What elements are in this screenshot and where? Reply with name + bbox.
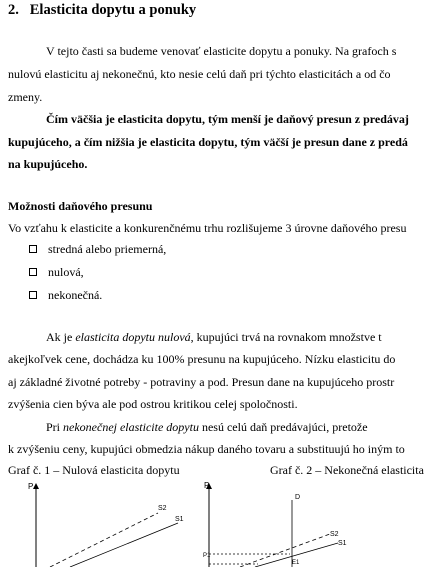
para-zero-line-4: zvýšenia cien býva ale pod ostrou kritikou celej spoločnosti. — [8, 397, 298, 411]
bullet-square — [29, 291, 37, 299]
graph2-label-s1: S1 — [338, 540, 347, 547]
section-heading — [8, 3, 196, 17]
subheading: Možnosti daňového presunu — [8, 199, 153, 213]
emphasis-line-3: na kupujúceho. — [8, 157, 88, 171]
graph2-label-p1: P1 — [203, 553, 211, 559]
list-item: stredná alebo priemerná, — [48, 242, 167, 256]
graph1-supply-s2 — [50, 513, 158, 567]
graph1-label-s2: S2 — [158, 505, 167, 512]
graph2-label-s2: S2 — [330, 531, 339, 538]
intro-line-3: zmeny. — [8, 90, 43, 104]
graph2-label-e1: E1 — [292, 560, 300, 566]
bullet-square — [29, 268, 37, 276]
section-title: Elasticita dopytu a ponuky — [29, 2, 197, 18]
section-number: 2. — [8, 2, 19, 18]
graph2-label-d: D — [295, 494, 301, 501]
levels-intro: Vo vzťahu k elasticite a konkurenčnému trhu rozlišujeme 3 úrovne daňového presu — [8, 221, 407, 235]
graph1-label-s1: S1 — [175, 516, 184, 523]
para-zero-line-3: aj základné životné potreby - potraviny a pod. Presun dane na kupujúceho prostr — [8, 375, 395, 389]
graph1-supply-s1 — [70, 523, 178, 567]
emphasis-line-2: kupujúceho, a čím nižšia je elasticita dopytu, tým väčší je presun dane z predá — [8, 135, 408, 149]
list-item: nekonečná. — [48, 288, 103, 302]
para-inf-line-1: Pri nekonečnej elasticite dopytu nesú celú daň predávajúci, pretože — [46, 420, 368, 434]
para-zero-line-2: akejkoľvek cene, dochádza ku 100% presunu na kupujúceho. Nízku elasticitu do — [8, 352, 396, 366]
graph1-y-label: P — [28, 482, 34, 491]
graph2-y-label: P — [204, 481, 210, 490]
intro-line-1: V tejto časti sa budeme venovať elasticite dopytu a ponuky. Na grafoch s — [46, 44, 397, 58]
graph2-caption: Graf č. 2 – Nekonečná elasticita — [270, 463, 424, 477]
graph2-supply-s2 — [240, 534, 330, 567]
list-item: nulová, — [48, 265, 84, 279]
bullet-square — [29, 245, 37, 253]
intro-line-2: nulovú elasticitu aj nekonečnú, kto nesie celú daň pri týchto elasticitách a od čo — [8, 67, 391, 81]
para-zero-line-1: Ak je elasticita dopytu nulová, kupujúci trvá na rovnakom množstve t — [46, 330, 382, 344]
para-inf-line-2: k zvýšeniu ceny, kupujúci obmedzia nákup daného tovaru a substituujú ho iným to — [8, 442, 405, 456]
graph1-caption: Graf č. 1 – Nulová elasticita dopytu — [8, 463, 180, 477]
graph1-figure — [0, 478, 200, 567]
graph2-figure — [200, 478, 435, 567]
emphasis-line-1: Čím väčšia je elasticita dopytu, tým menší je daňový presun z predávaj — [46, 112, 409, 126]
